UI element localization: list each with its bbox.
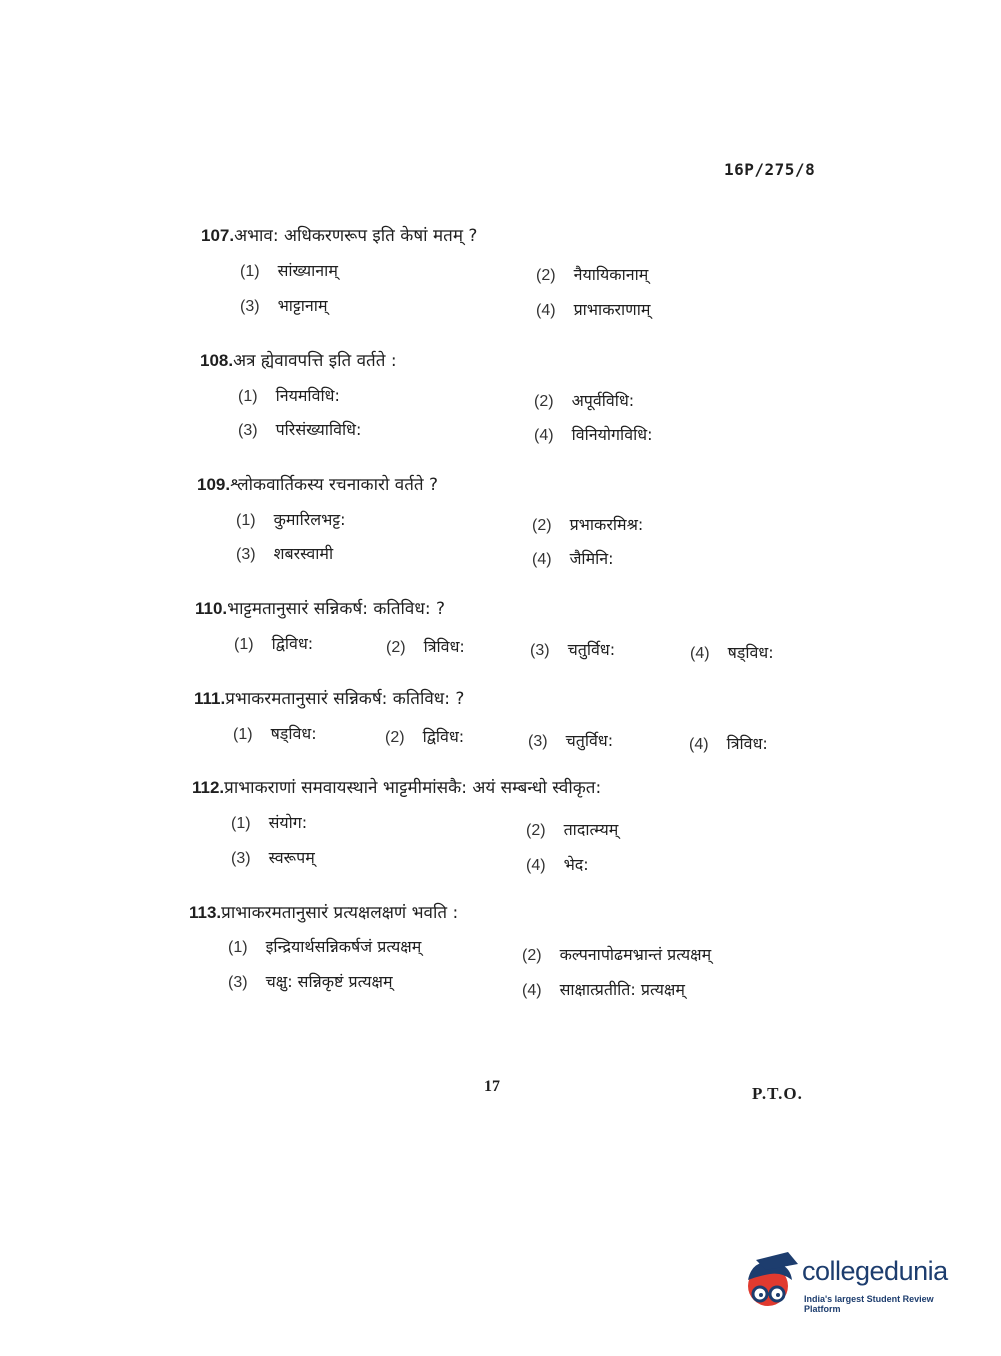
option-2: (2) त्रिविध: [386, 637, 465, 656]
option-4: (4) जैमिनि: [532, 549, 614, 568]
paper-code: 16P/275/8 [724, 160, 816, 179]
question-text: भाट्टमतानुसारं सन्निकर्ष: कतिविध: ? [227, 599, 445, 619]
pto-label: P.T.O. [752, 1084, 803, 1103]
question-number: 112. [192, 778, 225, 797]
question-number: 113. [189, 903, 222, 922]
option-1: (1) सांख्यानाम् [240, 261, 338, 280]
option-4: (4) साक्षात्प्रतीति: प्रत्यक्षम् [522, 980, 685, 999]
question-text: प्राभाकराणां समवायस्थाने भाट्टमीमांसकै: अयं सम्बन्धो स्वीकृत: [224, 778, 602, 798]
option-2: (2) कल्पनापोढमभ्रान्तं प्रत्यक्षम् [522, 945, 712, 964]
option-3: (3) चतुर्विध: [528, 731, 614, 750]
option-4: (4) त्रिविध: [689, 734, 768, 753]
question-text: अत्र ह्येवावपत्ति इति वर्तते : [233, 351, 397, 371]
option-1: (1) नियमविधि: [238, 386, 340, 405]
option-3: (3) भाट्टानाम् [240, 296, 328, 315]
option-2: (2) अपूर्वविधि: [534, 391, 635, 410]
collegedunia-watermark [742, 1250, 972, 1314]
option-4: (4) भेद: [526, 855, 589, 874]
option-2: (2) तादात्म्यम् [526, 820, 619, 839]
mascot-icon [742, 1250, 802, 1314]
option-2: (2) द्विविध: [385, 727, 465, 746]
question-text: श्लोकवार्तिकस्य रचनाकारो वर्तते ? [230, 475, 439, 495]
question-text: अभाव: अधिकरणरूप इति केषां मतम् ? [234, 226, 478, 246]
option-1: (1) कुमारिलभट्ट: [236, 510, 346, 529]
question-number: 111. [194, 689, 226, 708]
option-2: (2) प्रभाकरमिश्र: [532, 515, 644, 534]
option-2: (2) नैयायिकानाम् [536, 265, 649, 284]
brand-name: collegedunia [802, 1256, 948, 1286]
question-text: प्राभाकरमतानुसारं प्रत्यक्षलक्षणं भवति : [221, 903, 459, 923]
option-3: (3) स्वरूपम् [231, 848, 315, 867]
option-3: (3) चक्षु: सन्निकृष्टं प्रत्यक्षम् [228, 972, 393, 991]
question-number: 109. [197, 475, 231, 494]
page-number: 17 [484, 1078, 500, 1095]
question-number: 108. [200, 351, 234, 370]
option-1: (1) षड्विध: [233, 724, 317, 743]
option-4: (4) विनियोगविधि: [534, 425, 653, 444]
question-number: 107. [201, 226, 235, 245]
brand-tagline: India's largest Student Review Platform [804, 1294, 934, 1314]
question-number: 110. [195, 599, 228, 618]
option-4: (4) षड्विध: [690, 643, 774, 662]
option-3: (3) चतुर्विध: [530, 640, 616, 659]
option-1: (1) संयोग: [231, 813, 308, 832]
question-text: प्रभाकरमतानुसारं सन्निकर्ष: कतिविध: ? [225, 689, 465, 709]
option-1: (1) इन्द्रियार्थसन्निकर्षजं प्रत्यक्षम् [228, 937, 422, 956]
option-4: (4) प्राभाकराणाम् [536, 300, 651, 319]
option-3: (3) परिसंख्याविधि: [238, 420, 362, 439]
option-3: (3) शबरस्वामी [236, 544, 334, 563]
option-1: (1) द्विविध: [234, 634, 314, 653]
